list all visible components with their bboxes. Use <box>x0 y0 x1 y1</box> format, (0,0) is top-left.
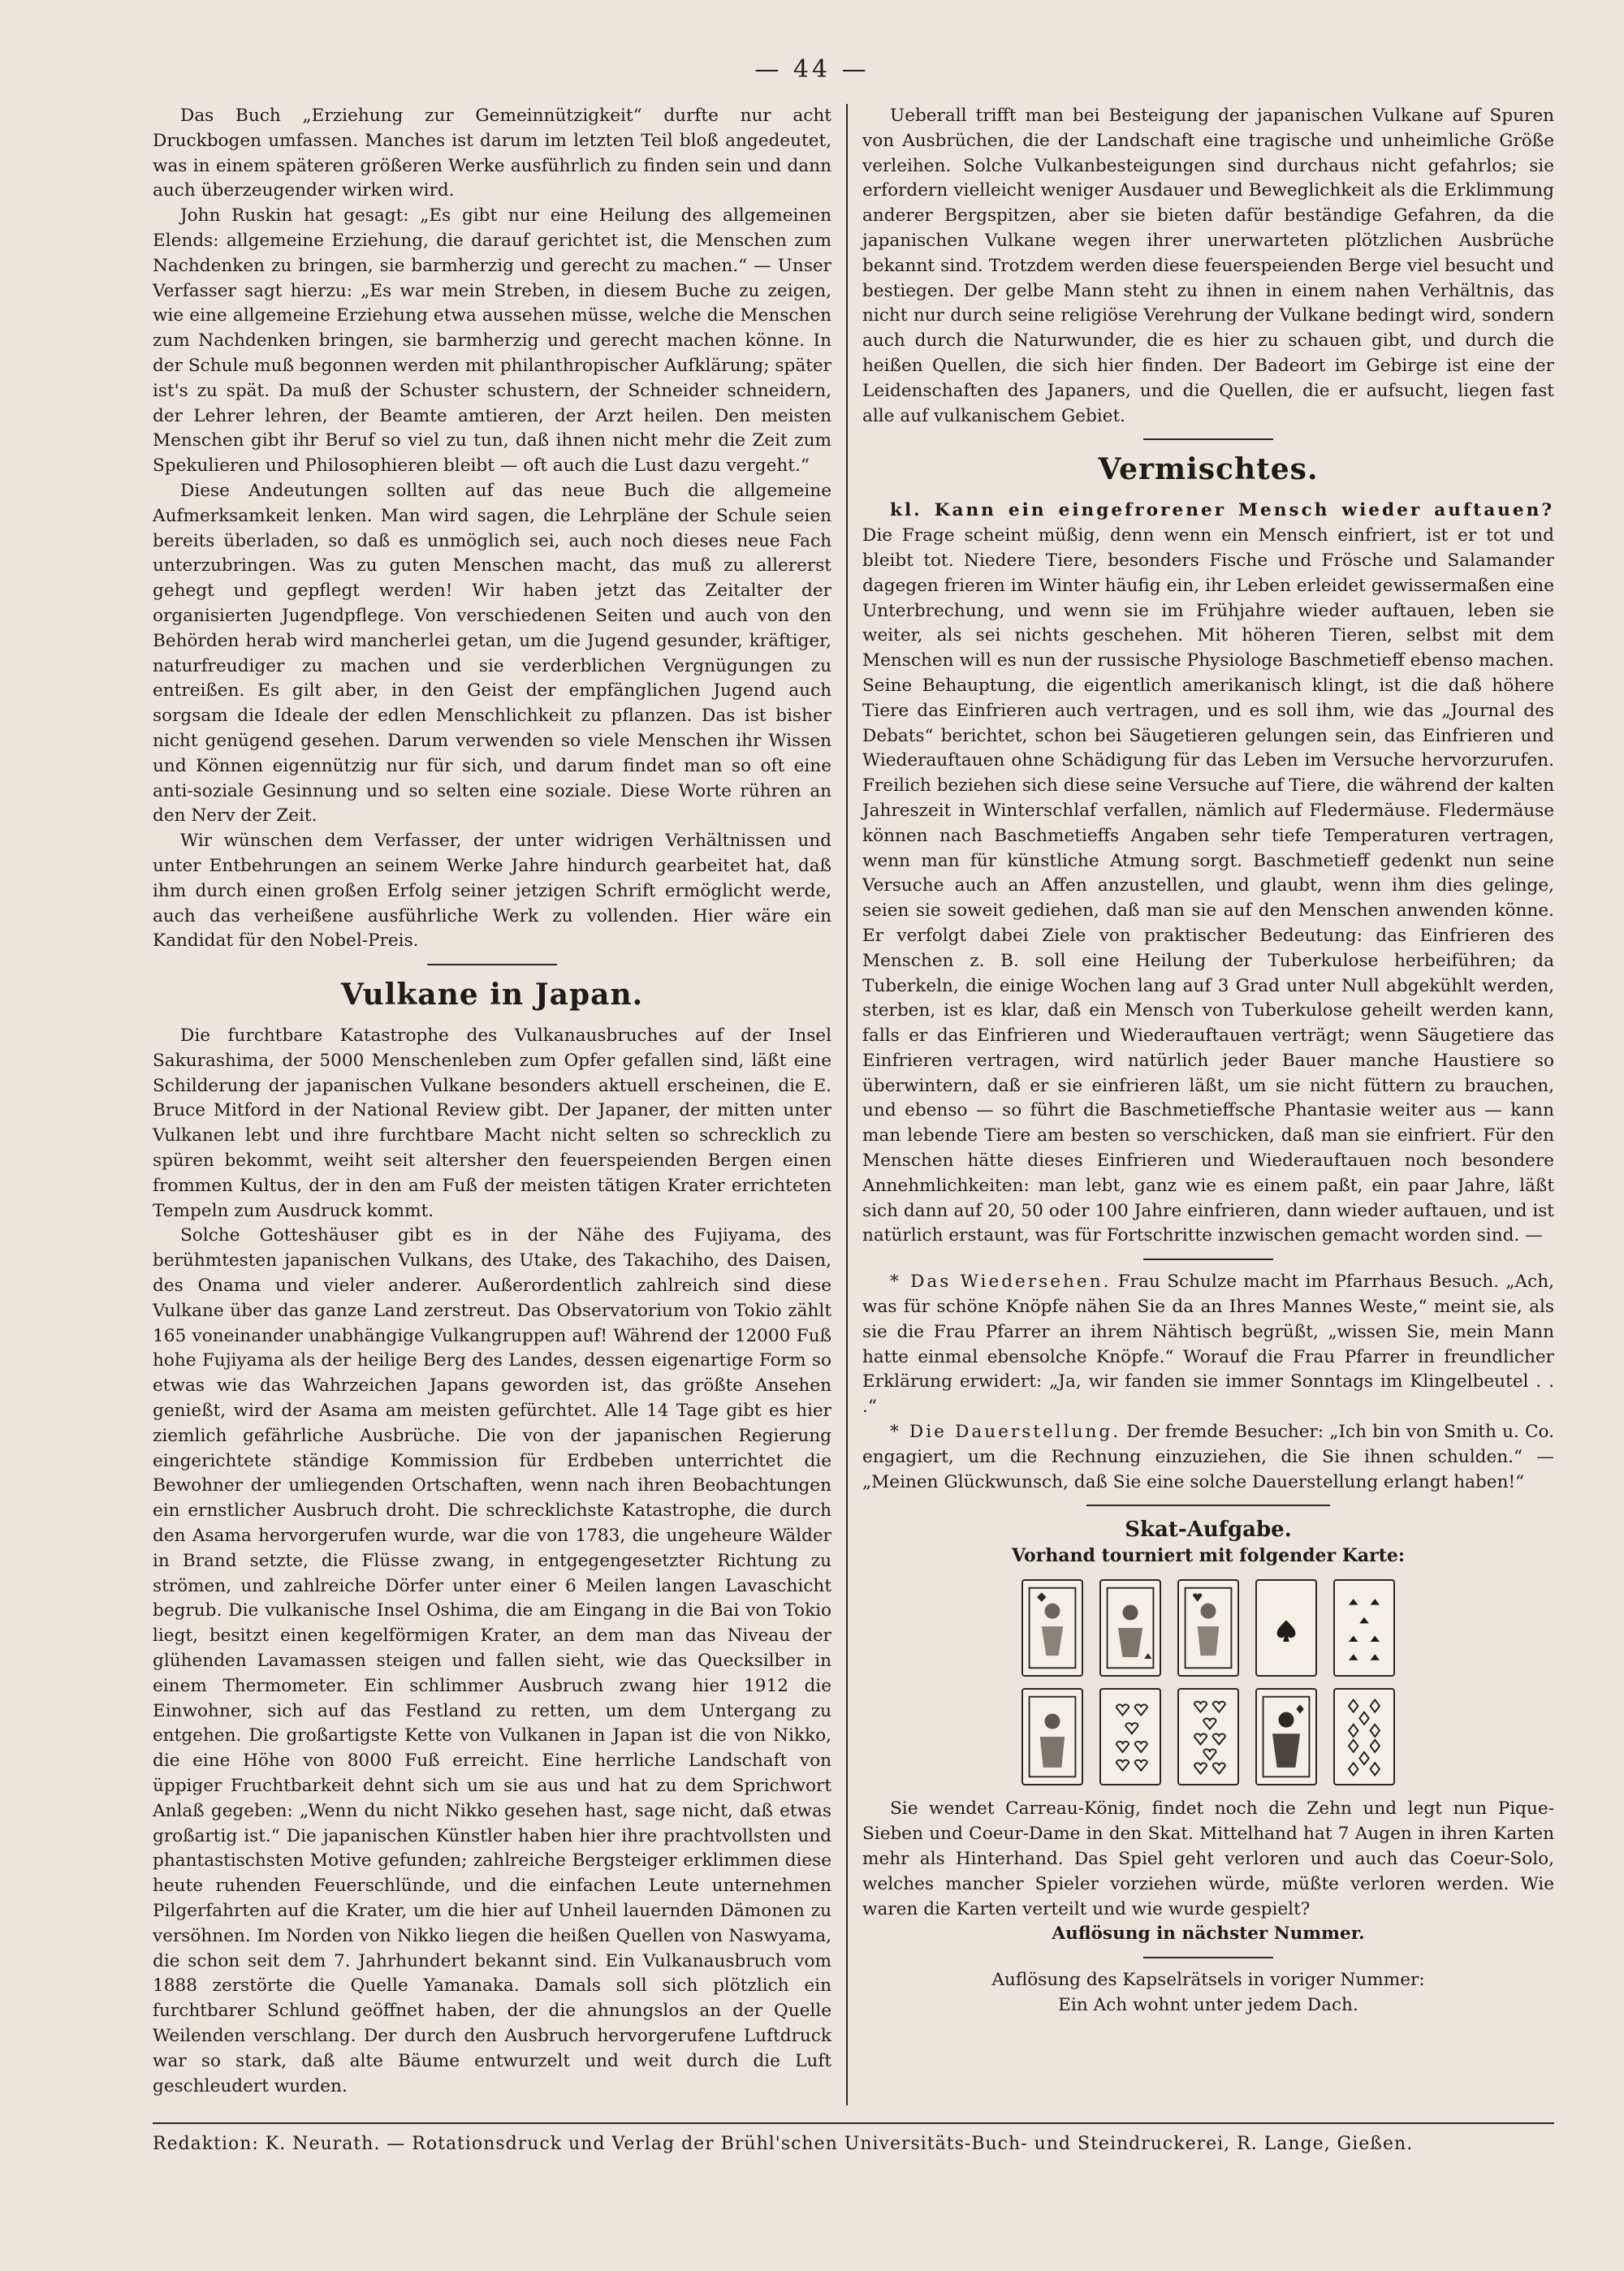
footer-rule <box>153 2122 1554 2124</box>
volcano-paragraph-1: Die furchtbare Katastrophe des Vulkanausbruches auf der Insel Sakurashima, der 5000 Menschenleben zum Opfer gefallen sind, läßt eine Schilderung der japanischen Vulkane besonders aktuell erscheinen, die E. Bruce Mitford in der National Review gibt. Der Japaner, der mitten unter Vulkanen lebt und ihre furchtbare Macht nicht selten so schrecklich zu spüren bekommt, weiht seit altersher den feuerspeienden Bergen einen frommen Kultus, der in den am Fuß der meisten tätigen Krater errichteten Tempeln zum Ausdruck kommt. <box>153 1025 831 1221</box>
skat-subtitle: Vorhand tourniert mit folgender Karte: <box>1012 1545 1405 1567</box>
book-review-paragraph-4: Wir wünschen dem Verfasser, der unter widrigen Verhältnissen und unter Entbehrungen an seinem Werke Jahre hindurch gearbeitet hat, daß ihm durch einen großen Erfolg seiner jetzigen Schrift ermöglicht werde, auch das verheißene ausführliche Werk zu vollenden. Hier wäre ein Kandidat für den Nobel-Preis. <box>153 831 831 952</box>
spades-queen-icon <box>1021 1688 1083 1785</box>
anecdote-reunion-text: Frau Schulze macht im Pfarrhaus Besuch. „Ach, was für schöne Knöpfe nähen Sie da an Ihres Mannes Weste,“ meint sie, als sie die Frau Pfarrer an ihrem Nähtisch begrüßt, „wissen Sie, mein Mann hatte einmal ebensolche Knöpfe.“ Worauf die Frau Pfarrer in freundlicher Erklärung erwidert: „Ja, wir fanden sie immer Sonntags im Klingelbeutel . . .“ <box>862 1272 1554 1418</box>
section-divider <box>1143 438 1273 440</box>
volcano-paragraph-2: Solche Gotteshäuser gibt es in der Nähe des Fujiyama, des berühmtesten japanischen Vulkans, des Utake, des Takachiho, des Daisen, des Onama und vieler anderer. Außerordentlich zahlreich sind diese Vulkane über das ganze Land zerstreut. Das Observatorium von Tokio zählt 165 voneinander unabhängige Vulkangruppen auf! Während der 12000 Fuß hohe Fujiyama als der heilige Berg des Landes, dessen eigenartige Form so etwas wie das Wahrzeichen Japans geworden ist, das größte Ansehen genießt, wird der Asama am meisten gefürchtet. Alle 14 Tage gibt es hier ziemlich gefährliche Ausbrüche. Die von der japanischen Regierung eingerichtete ständige Kommission für Erdbeben unterrichtet die Bewohner der umliegenden Ortschaften, wenn nach ihren Beobachtungen ein ernstlicher Ausbruch droht. Die schrecklichste Katastrophe, die durch den Asama hervorgerufen wurde, war die von 1783, die ungeheure Wälder in Brand setzte, die Flüsse zwang, in entgegengesetzter Richtung zu strömen, und zahlreiche Dörfer unter einer 6 Meilen langen Lavaschicht begrub. Die vulkanische Insel Oshima, die am Eingang in die Bai von Tokio liegt, besitzt einen kegelförmigen Krater, an dem man das Niveau der glühenden Lavamassen steigen und fallen sieht, wie das Quecksilber in einem Thermometer. Ein schlimmer Ausbruch zwang hier 1912 die Einwohner, sich auf das Festland zu retten, um dem Untergang zu entgehen. Die großartigste Kette von Vulkanen in Japan ist die von Nikko, die eine Höhe von 8000 Fuß erreicht. Eine herrliche Landschaft von üppiger Fruchtbarkeit dehnt sich um sie aus und hat zu dem Sprichwort Anlaß gegeben: „Wenn du nicht Nikko gesehen hast, sage nicht, daß etwas großartig ist.“ Die japanischen Künstler haben hier ihre prachtvollsten und phantastischsten Motive gefunden; zahlreiche Bergsteiger erklimmen diese heute ruhenden Feuerschlünde, und die einfachen Leute unternehmen Pilgerfahrten auf die Krater, um die hier auf Unheil lauernden Dämonen zu versöhnen. Im Norden von Nikko liegen die heißen Quellen von Naswyama, die schon seit dem 7. Jahrhundert bekannt sind. Ein Vulkanausbruch vom 1888 zerstörte die Quelle Yamanaka. Damals soll sich plötzlich ein furchtbarer Schlund geöffnet haben, der die ahnungslos an der Quelle Weilenden verschlang. Der durch den Ausbruch hervorgerufene Luftdruck war so stark, daß alte Bäume entwurzelt und weit durch die Luft geschleudert wurden. <box>153 1225 831 2096</box>
spades-jack-icon <box>1099 1579 1161 1677</box>
riddle-solution-answer: Ein Ach wohnt unter jedem Dach. <box>1058 1995 1358 2016</box>
left-column <box>153 104 831 2099</box>
anecdote-permanent-job <box>862 1420 1554 1495</box>
anecdote-reunion-lead: * Das Wiedersehen. <box>890 1272 1112 1293</box>
section-divider <box>427 964 557 965</box>
book-review-paragraph-2: John Ruskin hat gesagt: „Es gibt nur eine Heilung des allgemeinen Elends: allgemeine Erziehung, die darauf gerichtet ist, die Menschen zum Nachdenken zu bringen, sie barmherzig und gerecht zu machen.“ — Unser Verfasser sagt hierzu: „Es war mein Streben, in diesem Buche zu zeigen, wie eine allgemeine Erziehung etwa aussehen müsse, welche die Menschen zum Nachdenken bringen, sie barmherzig und gerecht machen könne. In der Schule muß begonnen werden mit philanthropischer Aufklärung; später ist's zu spät. Da muß der Schuster schustern, der Schneider schneidern, der Lehrer lehren, der Beamte amtieren, der Arzt heilen. Den meisten Menschen gibt ihr Beruf so viel zu tun, daß ihnen nicht mehr die Zeit zum Spekulieren und Philosophieren bleibt — oft auch die Lust dazu vergeht.“ <box>153 205 831 477</box>
page-number: — 44 — <box>754 55 870 84</box>
spades-seven-icon <box>1333 1579 1395 1677</box>
column-rule <box>846 104 848 2105</box>
freeze-article-text: Die Frage scheint müßig, denn wenn ein Mensch einfriert, ist er tot und bleibt tot. Niedere Tiere, besonders Fische und Frösche und Salamander dagegen frieren im Winter häufig ein, ihr Leben erleidet gewissermaßen eine Unterbrechung, und wenn sie im Frühjahre wieder auftauen, leben sie weiter, als sei nichts geschehen. Mit höheren Tieren, selbst mit dem Menschen will es nun der russische Physiologe Baschmetieff ebenso machen. Seine Behauptung, die eigentlich amerikanisch klingt, ist die daß höhere Tiere das Einfrieren auch vertragen, und es soll ihm, wie das „Journal des Debats“ berichtet, schon bei Säugetieren gelungen sein, das Einfrieren und Wiederauftauen ohne Schädigung für das Leben im Versuche hervorzurufen. Freilich beziehen sich diese seine Versuche auf Tiere, die während der kalten Jahreszeit in Winterschlaf verfallen, nämlich auf Fledermäuse. Fledermäuse können nach Baschmetieffs Angaben sehr tiefe Temperaturen vertragen, wenn man für künstliche Atmung sorgt. Baschmetieff gedenkt nun seine Versuche auch an Affen anzustellen, und glaubt, wenn ihm dies gelinge, seien sie soweit gediehen, daß man sie auf den Menschen anwenden könne. Er verfolgt dabei Ziele von praktischer Bedeutung: das Einfrieren des Menschen z. B. soll eine Heilung der Tuberkulose herbeiführen; da Tuberkeln, die einige Wochen lang auf 3 Grad unter Null abgekühlt werden, sterben, ist es klar, daß ein Mensch von Tuberkulose geheilt werden kann, falls er das Einfrieren und Wiederauftauen verträgt; wenn Säugetiere das Einfrieren vertragen, wird natürlich jeder Bauer manche Haustiere so überwintern, daß er sie einfrieren läßt, um sie nicht füttern zu brauchen, und ebenso — so führt die Baschmetieffsche Phantasie weiter aus — kann man lebende Tiere am besten so verschicken, daß man sie einfriert. Für den Menschen hätte dieses Einfrieren und Wiederauftauen noch besondere Annehmlichkeiten: man lebt, ganz wie es einem paßt, ein paar Jahre, läßt sich dann auf 20, 50 oder 100 Jahre einfrieren, dann wieder auftauen, und ist natürlich erstaunt, was für Fortschritte inzwischen gemacht worden sind. — <box>862 525 1554 1246</box>
spades-ace-icon <box>1255 1579 1317 1677</box>
riddle-solution-title: Auflösung des Kapselrätsels in voriger Nummer: <box>991 1970 1425 1991</box>
imprint-footer: Redaktion: K. Neurath. — Rotationsdruck und Verlag der Brühl'schen Universitäts-Buch- und Steindruckerei, R. Lange, Gießen. <box>153 2134 1414 2154</box>
freeze-article-lead: kl. Kann ein eingefrorener Mensch wieder auftauen? <box>890 500 1554 521</box>
hearts-seven-icon <box>1099 1688 1161 1785</box>
clubs-jack-icon <box>1021 1579 1083 1677</box>
hearts-jack-icon <box>1177 1579 1239 1677</box>
anecdote-reunion <box>862 1270 1554 1420</box>
volcano-article-heading: Vulkane in Japan. <box>340 978 644 1012</box>
hearts-eight-icon <box>1177 1688 1239 1785</box>
right-column <box>862 104 1554 2018</box>
book-review-paragraph-3: Diese Andeutungen sollten auf das neue Buch die allgemeine Aufmerksamkeit lenken. Man wird sagen, die Lehrpläne der Schule seien bereits überladen, so daß es unmöglich sei, auch noch dieses neue Fach unterzubringen. Was zu guten Menschen macht, das muß zu allererst gehegt und gepflegt werden! Wir haben jetzt das Zeitalter der organisierten Jugendpflege. Von verschiedenen Seiten und auch von den Behörden herab wird mancherlei getan, um die Jugend gesunder, kräftiger, naturfreudiger zu machen und sie verderblichen Vergnügungen zu entreißen. Es gilt aber, in den Geist der empfänglichen Jugend auch sorgsam die Ideale der edlen Menschlichkeit zu pflanzen. Das ist bisher nicht genügend gesehen. Darum verwenden so viele Menschen ihr Wissen und Können eigennützig nur für sich, und darum findet man so oft eine anti-soziale Gesinnung und so selten eine soziale. Diese Worte rühren an den Nerv der Zeit. <box>153 480 831 827</box>
volcano-paragraph-3: Ueberall trifft man bei Besteigung der japanischen Vulkane auf Spuren von Ausbrüchen, die der Landschaft eine tragische und unheimliche Größe verleihen. Solche Vulkanbesteigungen sind durchaus nicht gefahrlos; sie erfordern vielleicht weniger Ausdauer und Beweglichkeit als die Erklimmung anderer Bergspitzen, aber sie bieten dafür beständige Gefahren, da die japanischen Vulkane wegen ihrer unerwarteten plötzlichen Ausbrüche bekannt sind. Trotzdem werden diese feuerspeienden Berge viel besucht und bestiegen. Der gelbe Mann steht zu ihnen in einem nahen Verhältnis, das nicht nur durch seine religiöse Verehrung der Vulkane bedingt wird, sondern auch durch die Naturwunder, die es hier zu schauen gibt, und durch die heißen Quellen, die sich hier finden. Der Badeort im Gebirge ist eine der Leidenschaften des Japaners, und die Quellen, die er aufsucht, liegen fast alle auf vulkanischem Gebiet. <box>862 106 1554 426</box>
freeze-article <box>862 499 1554 1249</box>
skat-solution-next: Auflösung in nächster Nummer. <box>1052 1923 1365 1945</box>
skat-problem-text: Sie wendet Carreau-König, findet noch die Zehn und legt nun Pique-Sieben und Coeur-Dame in den Skat. Mittelhand hat 7 Augen in ihren Karten mehr als Hinterhand. Das Spiel geht verloren und auch das Coeur-Solo, welches mancher Spieler vorziehen würde, müßte verloren werden. Wie waren die Karten verteilt und wie wurde gespielt? <box>862 1798 1554 1919</box>
skat-title: Skat-Aufgabe. <box>1125 1518 1292 1543</box>
section-divider <box>1143 1957 1273 1958</box>
diamonds-ten-icon <box>1333 1688 1395 1785</box>
misc-heading: Vermischtes. <box>1098 452 1319 487</box>
anecdote-permanent-job-text: Der fremde Besucher: „Ich bin von Smith u. Co. engagiert, um die Rechnung einzuziehen, die Sie ihnen schulden.“ — „Meinen Glückwunsch, daß Sie eine solche Dauerstellung erlangt haben!“ <box>862 1422 1554 1492</box>
anecdote-permanent-job-lead: * Die Dauerstellung. <box>890 1422 1121 1443</box>
card-row-1 <box>862 1579 1554 1677</box>
section-divider <box>1143 1259 1273 1260</box>
card-row-2 <box>862 1688 1554 1785</box>
section-divider <box>1086 1505 1330 1506</box>
diamonds-king-icon <box>1255 1688 1317 1785</box>
book-review-paragraph-1: Das Buch „Erziehung zur Gemeinnützigkeit“ durfte nur acht Druckbogen umfassen. Manches ist darum im letzten Teil bloß angedeutet, was in einem späteren größeren Werke ausführlich zu finden sein und dann auch überzeugender wirken wird. <box>153 106 831 201</box>
